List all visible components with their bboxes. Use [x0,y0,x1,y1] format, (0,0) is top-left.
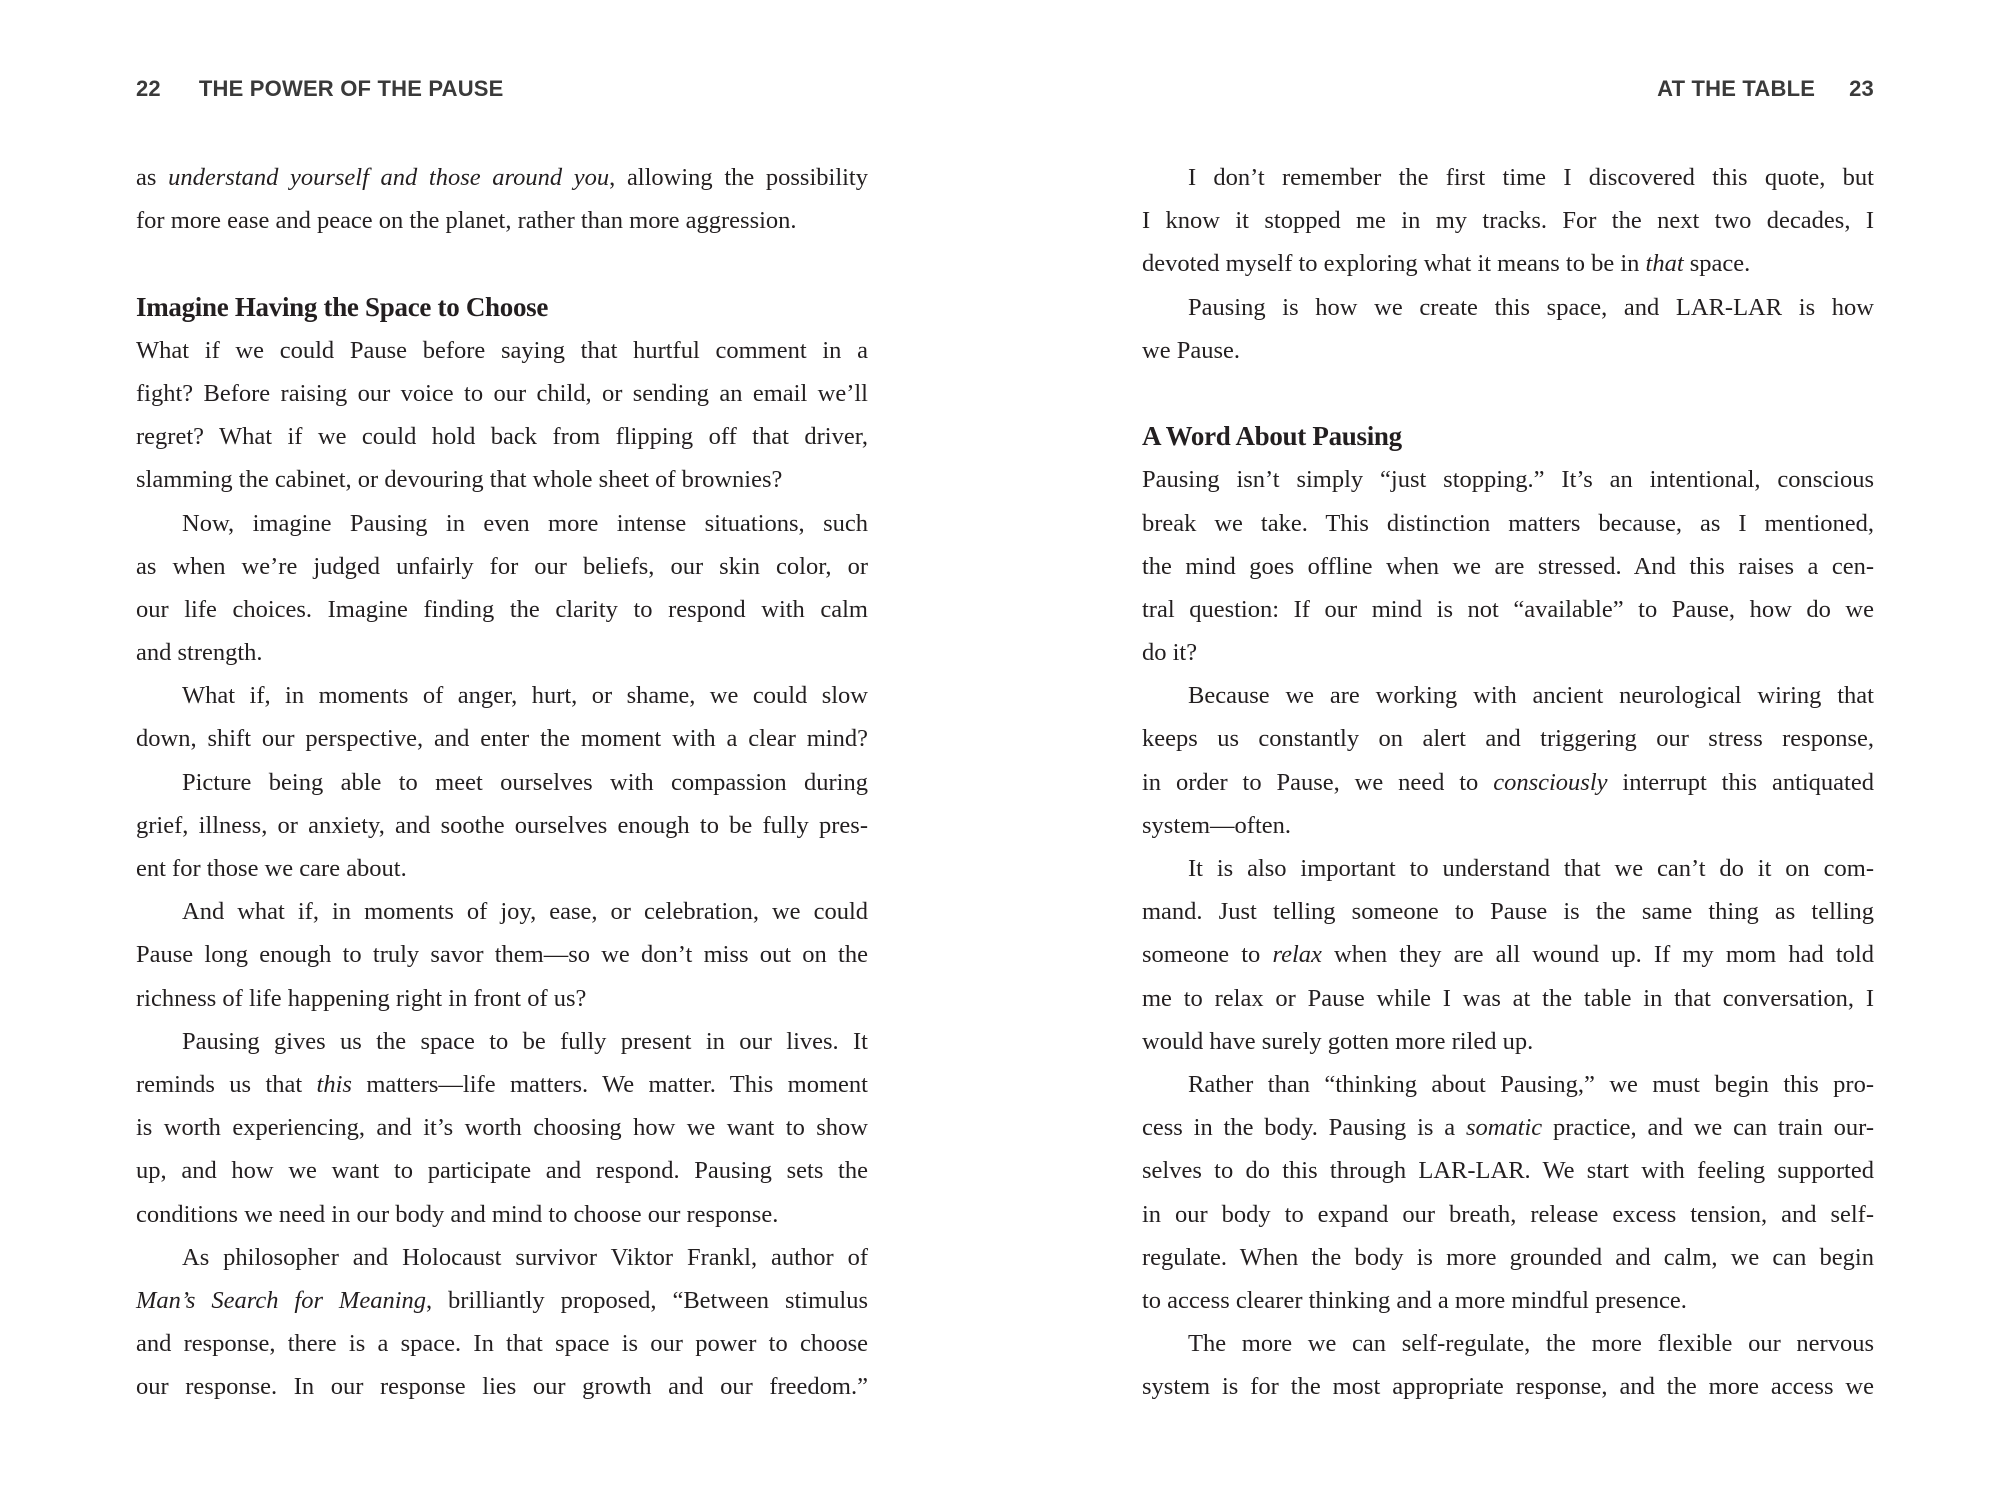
text-segment: practice, and we can train our- [1542,1114,1874,1142]
text-line: do it? [1142,639,1198,667]
text-line [136,156,868,199]
text-line: as when we’re judged unfairly for our beliefs, our skin color, or [136,552,868,580]
text-segment: matters—life matters. We matter. This moment [351,1070,868,1098]
left-running-header [136,76,504,102]
running-head-right: AT THE TABLE [1657,76,1816,101]
text-line: our response. In our response lies our growth and our freedom.” [136,1373,868,1401]
text-line: fight? Before raising our voice to our child, or sending an email we’ll [136,379,868,407]
text-line: regret? What if we could hold back from flipping off that driver, [136,423,868,451]
text-line: Now, imagine Pausing in even more intense situations, such [182,509,868,537]
italic-text: that [1645,250,1684,278]
text-line: What if we could Pause before saying that hurtful comment in a [136,336,868,364]
text-line: up, and how we want to participate and respond. Pausing sets the [136,1157,868,1185]
text-line: regulate. When the body is more grounded and calm, we can begin [1142,1243,1874,1271]
text-line [1142,242,1874,285]
text-line: our life choices. Imagine finding the clarity to respond with calm [136,595,868,623]
italic-text: this [316,1070,352,1098]
text-line [1142,1106,1874,1149]
italic-text: somatic [1465,1114,1543,1142]
text-line [1142,761,1874,804]
text-segment: when they are all wound up. If my mom had told [1321,941,1874,969]
text-line: we Pause. [1142,336,1240,364]
text-line: selves to do this through LAR-LAR. We start with feeling supported [1142,1157,1874,1185]
text-line: It is also important to understand that we can’t do it on com- [1188,855,1874,882]
text-line: mand. Just telling someone to Pause is the same thing as telling [1142,898,1874,926]
text-line: break we take. This distinction matters because, as I mentioned, [1142,509,1874,537]
text-line: tral question: If our mind is not “available” to Pause, how do we [1142,595,1874,623]
text-line: keeps us constantly on alert and triggering our stress response, [1142,725,1874,753]
text-line [1142,933,1874,976]
text-line: and response, there is a space. In that space is our power to choose [136,1330,868,1358]
italic-text: understand yourself and those around you [168,164,610,191]
text-segment: someone to [1142,941,1273,969]
text-line: and strength. [136,639,263,667]
italic-text: Man’s Search for Meaning [136,1286,427,1314]
text-line: The more we can self-regulate, the more flexible our nervous [1188,1330,1874,1358]
text-line: I know it stopped me in my tracks. For the next two decades, I [1142,207,1874,235]
text-line: richness of life happening right in front of us? [136,984,587,1012]
text-segment: , brilliantly proposed, “Between stimulus [426,1286,869,1314]
section-heading: A Word About Pausing [1142,421,1402,452]
right-page-body [1142,156,1874,1408]
text-segment: cess in the body. Pausing is a [1142,1114,1466,1142]
text-line: system—often. [1142,811,1292,839]
running-head-left: THE POWER OF THE PAUSE [198,76,504,101]
text-segment: space. [1683,250,1751,278]
text-line: down, shift our perspective, and enter the moment with a clear mind? [136,725,868,753]
text-segment: as [136,164,169,191]
text-line: Rather than “thinking about Pausing,” we must begin this pro- [1188,1070,1874,1098]
italic-text: consciously [1493,768,1608,796]
text-line: Because we are working with ancient neurological wiring that [1188,682,1874,710]
text-line: And what if, in moments of joy, ease, or celebration, we could [182,898,868,926]
text-line [136,1063,868,1106]
text-segment: interrupt this antiquated [1607,768,1874,796]
blank-line [136,242,868,285]
text-line: conditions we need in our body and mind to choose our response. [136,1200,779,1228]
text-line: me to relax or Pause while I was at the table in that conversation, I [1142,984,1874,1012]
italic-text: relax [1272,941,1322,969]
text-segment: reminds us that [136,1070,317,1098]
text-line: Picture being able to meet ourselves with compassion during [182,768,868,796]
blank-line [1142,372,1874,415]
text-line: for more ease and peace on the planet, rather than more aggression. [136,207,797,235]
left-page-body [136,156,868,1408]
text-line: to access clearer thinking and a more mindful presence. [1142,1286,1687,1314]
text-line: Pause long enough to truly savor them—so we don’t miss out on the [136,941,868,969]
text-segment: , allowing the possibility [609,164,868,191]
text-line: Pausing gives us the space to be fully present in our lives. It [182,1027,868,1055]
text-line: Pausing isn’t simply “just stopping.” It’s an intentional, conscious [1142,466,1874,494]
text-line: is worth experiencing, and it’s worth choosing how we want to show [136,1114,868,1142]
page-number-left: 22 [136,76,161,101]
text-line: system is for the most appropriate response, and the more access we [1142,1373,1874,1401]
text-segment: in order to Pause, we need to [1142,768,1494,796]
text-segment: devoted myself to exploring what it means to be in [1142,250,1646,278]
right-running-header [1657,76,1874,102]
text-line: grief, illness, or anxiety, and soothe ourselves enough to be fully pres- [136,811,868,839]
text-line: the mind goes offline when we are stressed. And this raises a cen- [1142,552,1874,580]
text-line: would have surely gotten more riled up. [1142,1027,1534,1055]
text-line: I don’t remember the first time I discovered this quote, but [1188,164,1874,191]
page-number-right: 23 [1849,76,1874,101]
section-heading: Imagine Having the Space to Choose [136,291,549,322]
text-line: As philosopher and Holocaust survivor Viktor Frankl, author of [182,1243,868,1271]
text-line [136,1279,868,1322]
text-line: What if, in moments of anger, hurt, or shame, we could slow [182,682,868,710]
text-line: ent for those we care about. [136,855,407,882]
text-line: slamming the cabinet, or devouring that whole sheet of brownies? [136,466,783,494]
text-line: in our body to expand our breath, release excess tension, and self- [1142,1200,1874,1228]
text-line: Pausing is how we create this space, and LAR-LAR is how [1188,293,1874,321]
